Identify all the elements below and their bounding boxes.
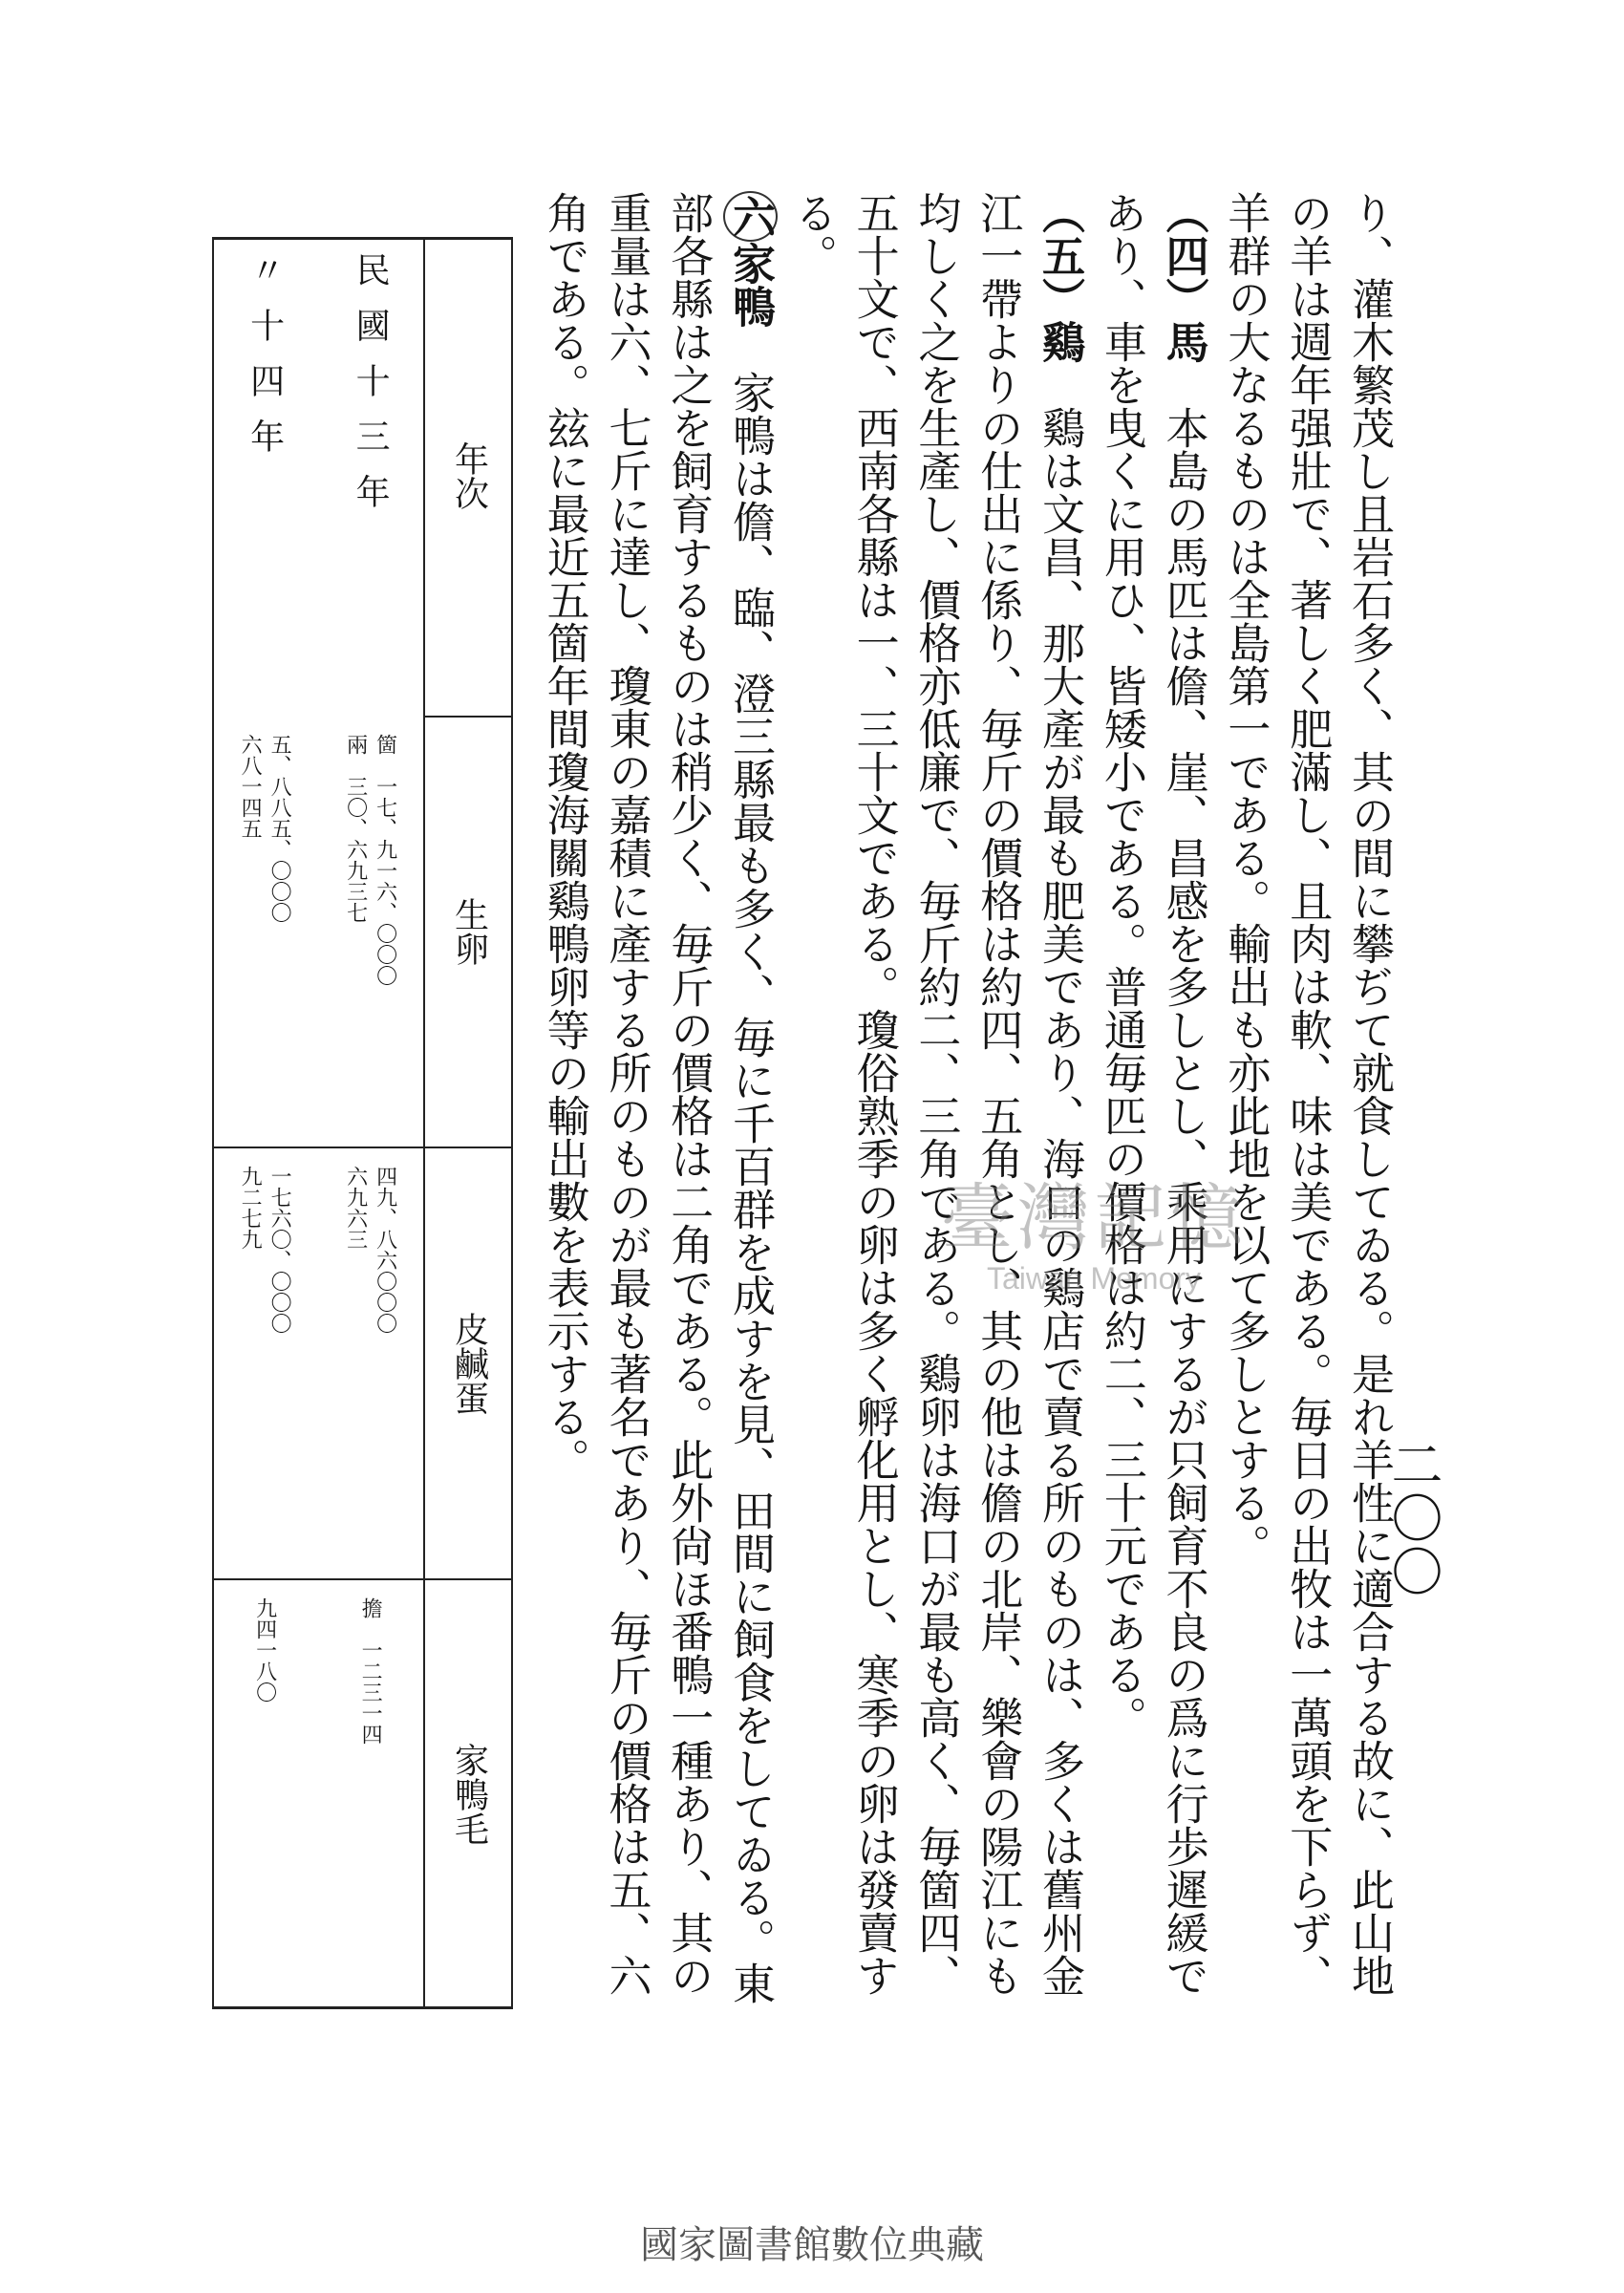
paragraph-chicken-text: 鷄は文昌、那大產が最も肥美であり、海口の鷄店で賣る所のものは、多くは舊州金江一帶よりの仕出に係り、毎斤の價格は約四、五角とし、其の他は儋の北岸、樂會の陽江にも均しく之を生產し、價格亦低廉で、毎斤約二、三角である。鷄卵は海口が最も高く、毎箇四、五十文で、西南各縣は一、三十文である。瓊俗熟季の卵は多く孵化用とし、寒季の卵は發賣する。 <box>786 191 1086 1997</box>
salted-egg-cell: 四九、八六〇〇〇 六九六三 <box>317 1147 424 1579</box>
paragraph-horse <box>1090 191 1214 2006</box>
paragraph-duck <box>533 191 780 2006</box>
table-header-row <box>424 237 513 2009</box>
table-row <box>317 237 424 2009</box>
export-statistics-table <box>212 237 513 2009</box>
section-label-duck-number: 六 <box>723 191 778 242</box>
unit-count: 箇 <box>373 733 397 755</box>
section-label-horse: （四）馬 <box>1158 191 1209 363</box>
paragraph-sheep: り、灌木繁茂し且岩石多く、其の間に攀ぢて就食してゐる。是れ羊性に適合する故に、此山地の羊は週年强壯で、著しく肥滿し、且肉は軟、味は美である。毎日の出牧は一萬頭を下らず、羊群の大なるものは全島第一である。輸出も亦此地を以て多しとする。 <box>1220 191 1395 1997</box>
paragraph-duck-text: 家鴨は儋、臨、澄三縣最も多く、毎に千百群を成すを見、田間に飼食をしてゐる。東部各縣は之を飼育するものは稍少く、毎斤の價格は二角である。此外尙ほ番鴨一種あり、其の重量は六、七斤に達し、瓊東の嘉積に產する所のものが最も著名であり、毎斤の價格は五、六角である。玆に最近五箇年間瓊海關鷄鴨卵等の輸出數を表示する。 <box>539 191 777 2004</box>
egg-cell: 五、八八五、〇〇〇 六八一四五 <box>212 717 317 1148</box>
page-number: 二〇〇 <box>1383 1438 1443 1598</box>
year-cell: 民國十三年 <box>351 252 391 529</box>
table-row <box>212 237 317 2009</box>
header-salted-egg: 皮鹹蛋 <box>424 1147 513 1579</box>
egg-cell: 箇 一七、九一六、〇〇〇 兩 三〇、六九三七 <box>317 717 424 1148</box>
section-label-duck: 家鴨 <box>725 242 777 328</box>
section-label-chicken: （五）鷄 <box>1035 191 1086 363</box>
header-year: 年次 <box>424 237 513 717</box>
paragraph-horse-text: 本島の馬匹は儋、崖、昌感を多しとし、乘用にするが只飼育不良の爲に行歩遲緩であり、車を曳くに用ひ、皆矮小である。普通毎匹の價格は約二、三十元である。 <box>1096 191 1209 1997</box>
watermark-english: Taiwan Memory <box>986 1261 1202 1296</box>
salted-egg-cell: 一七六〇、〇〇〇 九二七九 <box>212 1147 317 1579</box>
feather-cell: 擔 一二三一四 <box>358 1597 383 1745</box>
watermark <box>888 1175 1299 1297</box>
body-text <box>535 191 1400 2006</box>
unit-weight: 兩 <box>343 733 368 755</box>
footer-caption: 國家圖書館數位典藏 <box>640 2223 984 2267</box>
paragraph-chicken <box>780 191 1090 2006</box>
header-egg: 生卵 <box>424 717 513 1148</box>
watermark-logo-text: 臺灣記憶 <box>941 1175 1247 1260</box>
year-cell: 〃十四年 <box>245 252 285 474</box>
feather-cell: 九四一八〇 <box>252 1597 277 1703</box>
header-duck-feather: 家鴨毛 <box>449 1743 489 1847</box>
